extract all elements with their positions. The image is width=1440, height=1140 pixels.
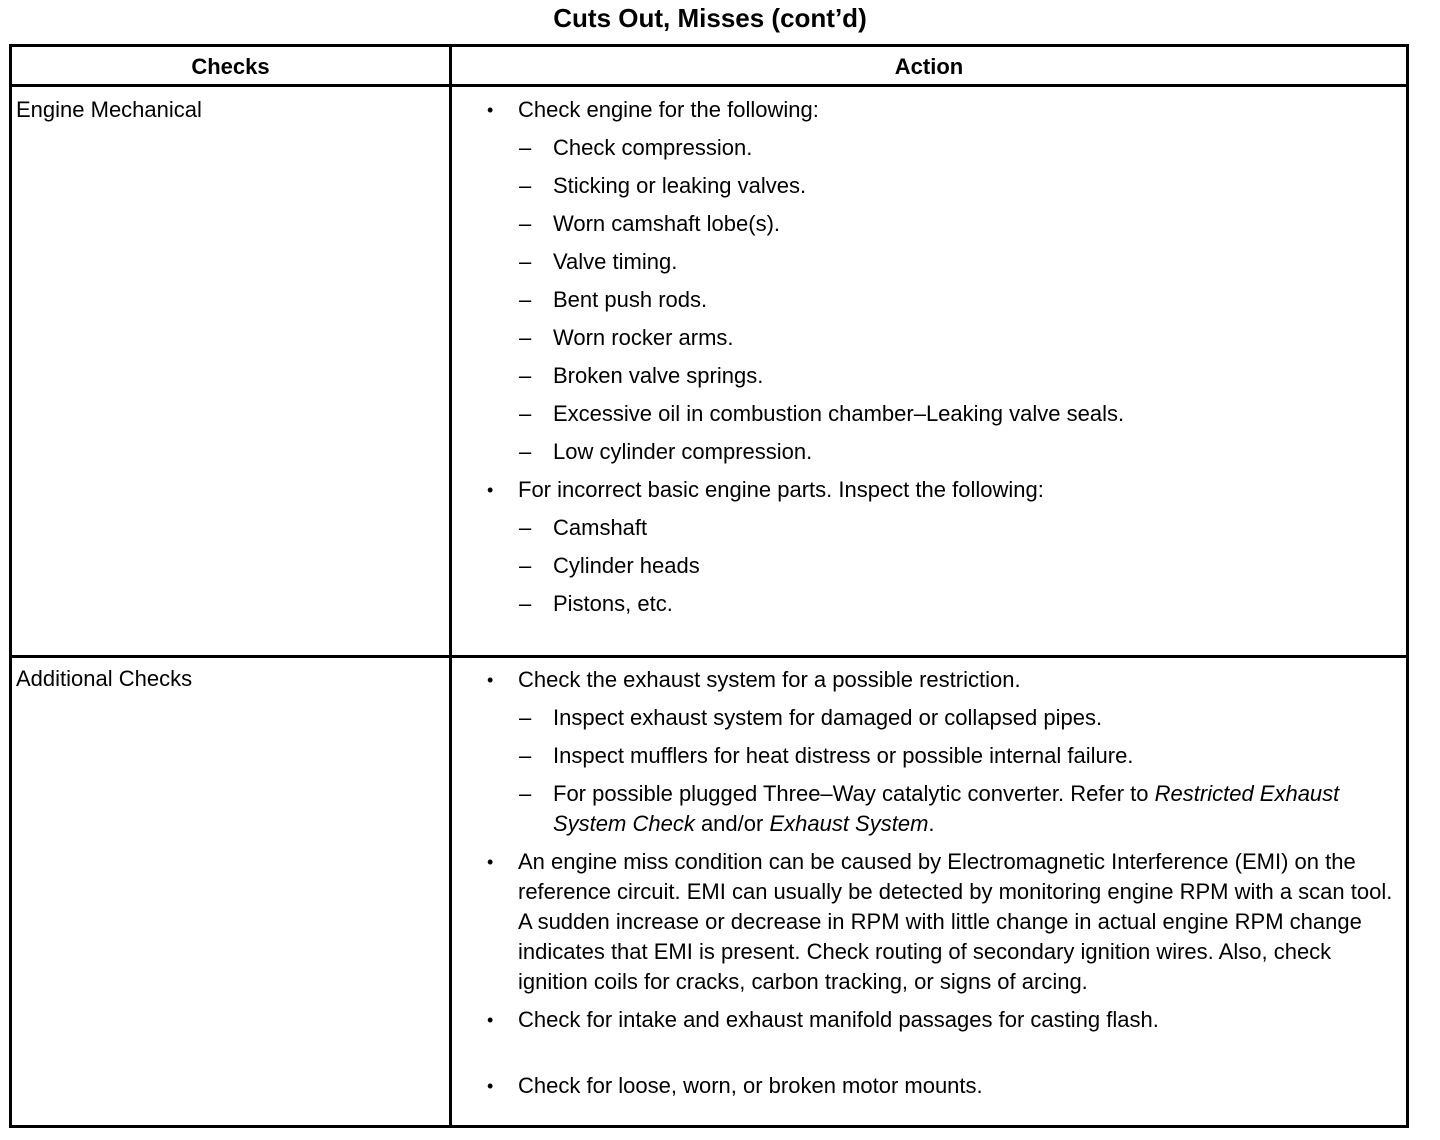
list-item: – Bent push rods. bbox=[487, 285, 1402, 315]
exhaust-system-link[interactable]: Exhaust System bbox=[769, 811, 929, 836]
row-divider bbox=[12, 655, 1406, 658]
list-item: – Camshaft bbox=[487, 513, 1402, 543]
diagnostic-table bbox=[9, 44, 1409, 1128]
column-divider bbox=[449, 47, 452, 1125]
action-cell-additional-checks bbox=[487, 665, 1402, 1101]
list-item: • Check engine for the following: bbox=[487, 95, 1402, 125]
page-title: Cuts Out, Misses (cont’d) bbox=[553, 3, 867, 33]
list-item: • Check for intake and exhaust manifold passages for casting flash. bbox=[487, 1005, 1402, 1035]
list-item: – Low cylinder compression. bbox=[487, 437, 1402, 467]
list-item: • Check the exhaust system for a possible restriction. bbox=[487, 665, 1402, 695]
list-item: – Excessive oil in combustion chamber–Leaking valve seals. bbox=[487, 399, 1402, 429]
table-header-row bbox=[12, 47, 1406, 87]
list-item: • An engine miss condition can be caused by Electromagnetic Interference (EMI) on the reference circuit. EMI can usually be detected by monitoring engine RPM with a scan tool. A sudden increase or decrease in RPM with little change in actual engine RPM change indicates that EMI is present. Check routing of secondary ignition wires. Also, check ignition coils for cracks, carbon tracking, or signs of arcing. bbox=[487, 847, 1402, 997]
list-item: – Cylinder heads bbox=[487, 551, 1402, 581]
list-item: • For incorrect basic engine parts. Inspect the following: bbox=[487, 475, 1402, 505]
list-item: – Valve timing. bbox=[487, 247, 1402, 277]
list-item: – Inspect exhaust system for damaged or collapsed pipes. bbox=[487, 703, 1402, 733]
list-item: – Sticking or leaking valves. bbox=[487, 171, 1402, 201]
list-item: – Inspect mufflers for heat distress or possible internal failure. bbox=[487, 741, 1402, 771]
list-item: • Check for loose, worn, or broken motor mounts. bbox=[487, 1071, 1402, 1101]
list-item: – Worn camshaft lobe(s). bbox=[487, 209, 1402, 239]
list-item: – Pistons, etc. bbox=[487, 589, 1402, 619]
list-item: – Broken valve springs. bbox=[487, 361, 1402, 391]
column-header-checks: Checks bbox=[191, 54, 270, 79]
list-item bbox=[487, 779, 1402, 839]
reference-text: . bbox=[928, 811, 935, 836]
check-label-engine-mechanical: Engine Mechanical bbox=[16, 97, 202, 122]
check-label-additional-checks: Additional Checks bbox=[16, 666, 193, 691]
restricted-exhaust-link[interactable]: Restricted Exhaust System Check bbox=[553, 781, 1340, 836]
list-item: – Check compression. bbox=[487, 133, 1402, 163]
list-item: – Worn rocker arms. bbox=[487, 323, 1402, 353]
reference-text: and/or bbox=[694, 811, 770, 836]
action-cell-engine-mechanical bbox=[487, 95, 1402, 619]
column-header-action: Action bbox=[894, 54, 964, 79]
reference-text: For possible plugged Three–Way catalytic converter. Refer to bbox=[553, 781, 1155, 806]
